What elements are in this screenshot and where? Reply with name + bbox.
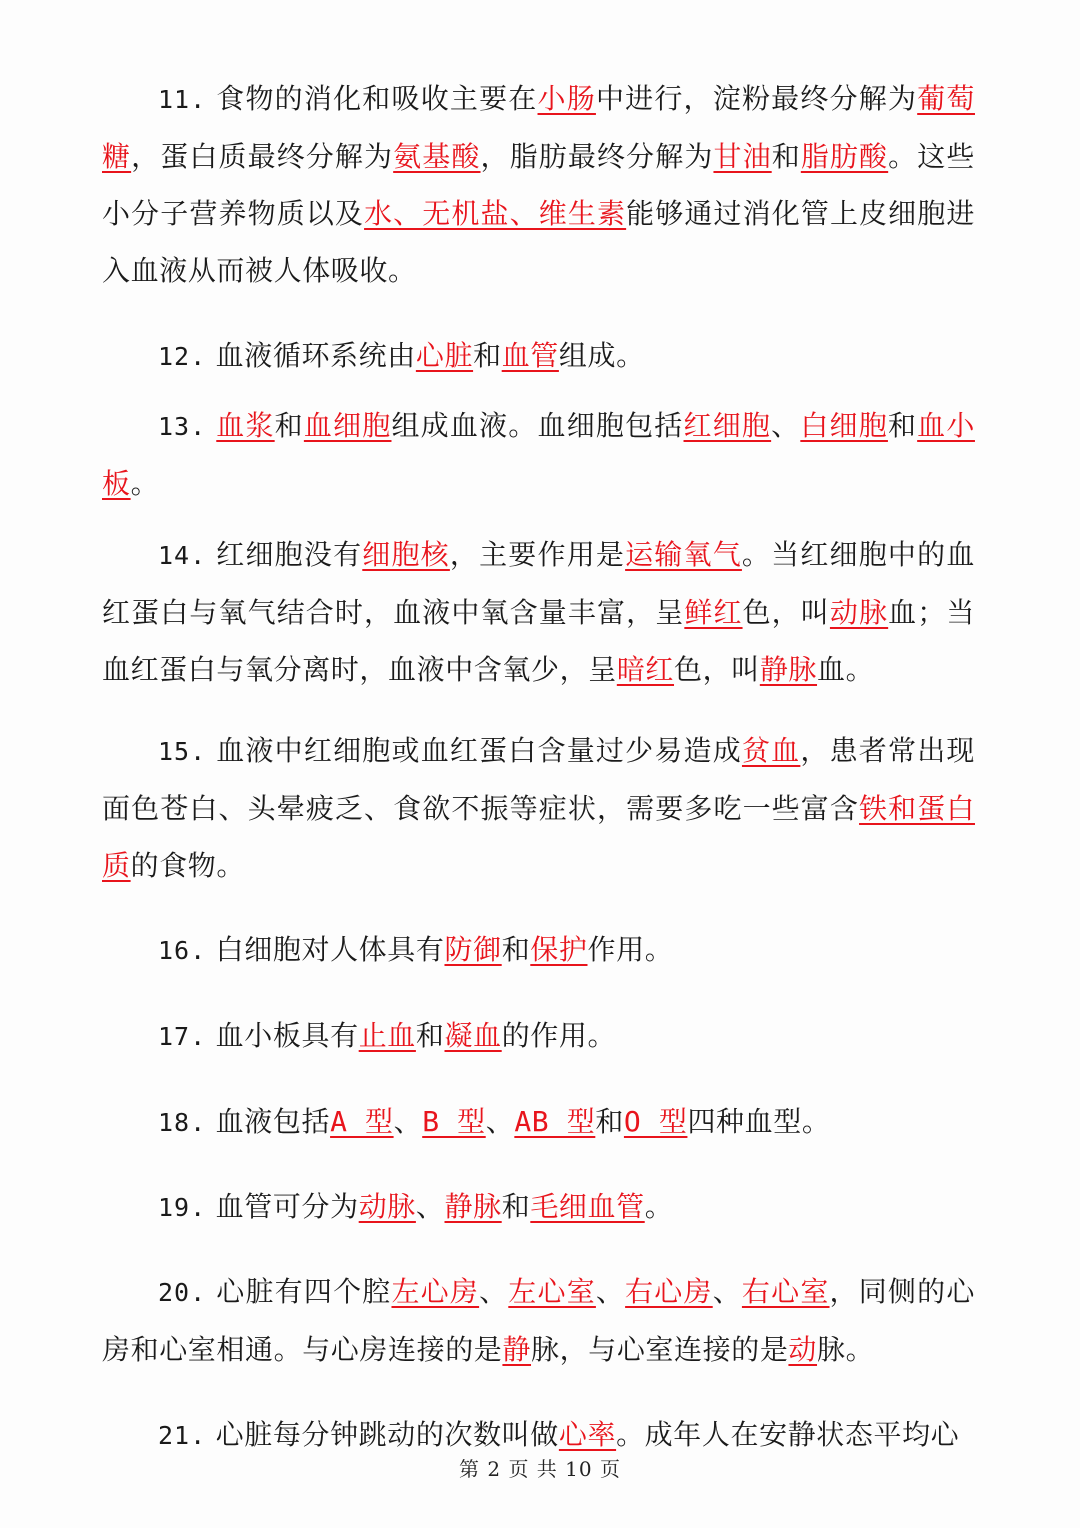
body-text: 血小板具有	[215, 1019, 359, 1052]
answer-highlight: 动	[788, 1333, 818, 1366]
body-text: 心脏每分钟跳动的次数叫做	[215, 1418, 559, 1451]
paragraph-item-18	[102, 1093, 975, 1151]
answer-highlight: 右心房	[625, 1275, 713, 1308]
body-text: 、	[595, 1275, 626, 1308]
paragraph-item-16	[102, 921, 975, 979]
body-text: 、	[479, 1275, 509, 1308]
answer-highlight: 运输氧气	[625, 538, 742, 571]
answer-highlight: 脂肪酸	[800, 140, 889, 173]
paragraph-list	[102, 70, 975, 1464]
paragraph-item-19	[102, 1178, 975, 1236]
body-text: 和	[595, 1105, 624, 1138]
body-text: ，同侧的心房和心室相通。与心房连接的是	[102, 1275, 975, 1366]
answer-highlight: 静脉	[759, 653, 818, 686]
body-text: 能够通过消化管上皮细胞进入血液从而被人体吸收。	[102, 197, 976, 287]
page-footer: 第 2 页 共 10 页	[459, 1457, 621, 1481]
answer-highlight: 静	[502, 1333, 532, 1366]
body-text: 和	[501, 1190, 531, 1223]
body-text: 四种血型。	[687, 1105, 831, 1138]
answer-highlight: 暗红	[616, 653, 675, 686]
answer-highlight: AB 型	[514, 1105, 596, 1138]
answer-highlight: 小肠	[537, 82, 596, 115]
body-text: 血液循环系统由	[215, 339, 416, 372]
answer-highlight: 鲜红	[684, 596, 743, 629]
body-text: 、	[415, 1190, 445, 1223]
body-text: 和	[771, 140, 801, 173]
paragraph-item-20	[102, 1263, 975, 1378]
body-text: 和	[887, 409, 918, 442]
body-text: 血。	[817, 653, 875, 686]
item-number: 12.	[158, 342, 207, 371]
item-number: 20.	[158, 1278, 207, 1307]
answer-highlight: 左心室	[508, 1275, 596, 1308]
body-text: 食物的消化和吸收主要在	[216, 82, 538, 115]
item-number: 21.	[158, 1421, 207, 1450]
body-text: 心脏有四个腔	[216, 1275, 392, 1308]
answer-highlight: 葡萄糖	[102, 82, 975, 173]
answer-highlight: 红细胞	[683, 409, 772, 442]
body-text: 色，叫	[742, 596, 830, 629]
answer-highlight: 保护	[530, 933, 588, 966]
body-text: 中进行，淀粉最终分解为	[595, 82, 918, 115]
paragraph-item-13	[102, 397, 975, 512]
item-number: 11.	[158, 85, 207, 114]
body-text: 血液中红细胞或血红蛋白含量过少易造成	[216, 734, 742, 767]
answer-highlight: 白细胞	[800, 409, 888, 442]
answer-highlight: 心脏	[415, 339, 474, 372]
answer-highlight: 氨基酸	[393, 140, 481, 173]
body-text: 白细胞对人体具有	[215, 933, 445, 966]
paragraph-item-12	[102, 327, 975, 385]
body-text: 脉，与心室连接的是	[531, 1333, 789, 1366]
item-number: 13.	[158, 412, 207, 441]
item-number: 18.	[158, 1108, 207, 1137]
body-text: ，脂肪最终分解为	[480, 140, 714, 173]
answer-highlight: 贫血	[741, 734, 801, 767]
body-text: 和	[274, 409, 304, 442]
answer-highlight: 水、无机盐、维生素	[364, 197, 627, 230]
item-number: 16.	[158, 936, 207, 965]
answer-highlight: 左心房	[391, 1275, 480, 1308]
answer-highlight: 防御	[444, 933, 502, 966]
body-text: 血管可分为	[215, 1190, 359, 1223]
answer-highlight: 凝血	[444, 1019, 502, 1052]
item-number: 17.	[158, 1022, 207, 1051]
body-text: 。这些小分子营养物质以及	[102, 140, 976, 230]
body-text: ，主要作用是	[449, 538, 626, 571]
body-text: 。当红细胞中的血红蛋白与氧气结合时，血液中氧含量丰富，呈	[102, 538, 975, 629]
answer-highlight: O 型	[623, 1105, 688, 1138]
answer-highlight: 血细胞	[303, 409, 392, 442]
body-text: 色，叫	[674, 653, 760, 686]
body-text: 。	[130, 467, 160, 500]
answer-highlight: 铁和蛋白质	[102, 792, 975, 882]
body-text: 的作用。	[501, 1019, 617, 1052]
answer-highlight: 右心室	[741, 1275, 830, 1308]
answer-highlight: 动脉	[358, 1190, 416, 1223]
body-text: 、	[771, 409, 801, 442]
body-text: ，蛋白质最终分解为	[131, 140, 394, 173]
body-text: 血液包括	[215, 1105, 331, 1138]
item-number: 14.	[158, 541, 207, 570]
answer-highlight: 血小板	[102, 409, 975, 500]
body-text: 血；当血红蛋白与氧分离时，血液中含氧少，呈	[102, 596, 975, 686]
answer-highlight: 甘油	[713, 140, 772, 173]
body-text: 脉。	[817, 1333, 875, 1366]
body-text: 、	[712, 1275, 742, 1308]
answer-highlight: 动脉	[829, 596, 889, 629]
paragraph-item-15	[102, 722, 975, 894]
body-text: 组成血液。血细胞包括	[391, 409, 684, 442]
body-text: 、	[485, 1105, 515, 1138]
paragraph-item-14	[102, 526, 975, 698]
answer-highlight: 血浆	[216, 409, 275, 442]
body-text: ，患者常出现面色苍白、头晕疲乏、食欲不振等症状，需要多吃一些富含	[102, 734, 975, 825]
body-text: 的食物。	[130, 849, 246, 882]
item-number: 19.	[158, 1193, 207, 1222]
answer-highlight: A 型	[330, 1105, 394, 1138]
answer-highlight: B 型	[422, 1105, 486, 1138]
answer-highlight: 静脉	[444, 1190, 502, 1223]
body-text: 和	[473, 339, 502, 372]
body-text: 。成年人在安静状态平均心	[616, 1418, 960, 1451]
body-text: 和	[415, 1019, 445, 1052]
body-text: 。	[644, 1190, 674, 1223]
body-text: 作用。	[587, 933, 674, 966]
paragraph-item-17	[102, 1007, 975, 1065]
answer-highlight: 心率	[558, 1418, 617, 1451]
paragraph-item-11	[102, 70, 975, 299]
answer-highlight: 血管	[501, 339, 559, 372]
body-text: 组成。	[558, 339, 645, 372]
body-text: 、	[393, 1105, 423, 1138]
body-text: 红细胞没有	[216, 538, 363, 571]
body-text: 和	[501, 933, 531, 966]
answer-highlight: 止血	[358, 1019, 416, 1052]
answer-highlight: 细胞核	[362, 538, 450, 571]
answer-highlight: 毛细血管	[530, 1190, 645, 1223]
item-number: 15.	[158, 737, 207, 766]
